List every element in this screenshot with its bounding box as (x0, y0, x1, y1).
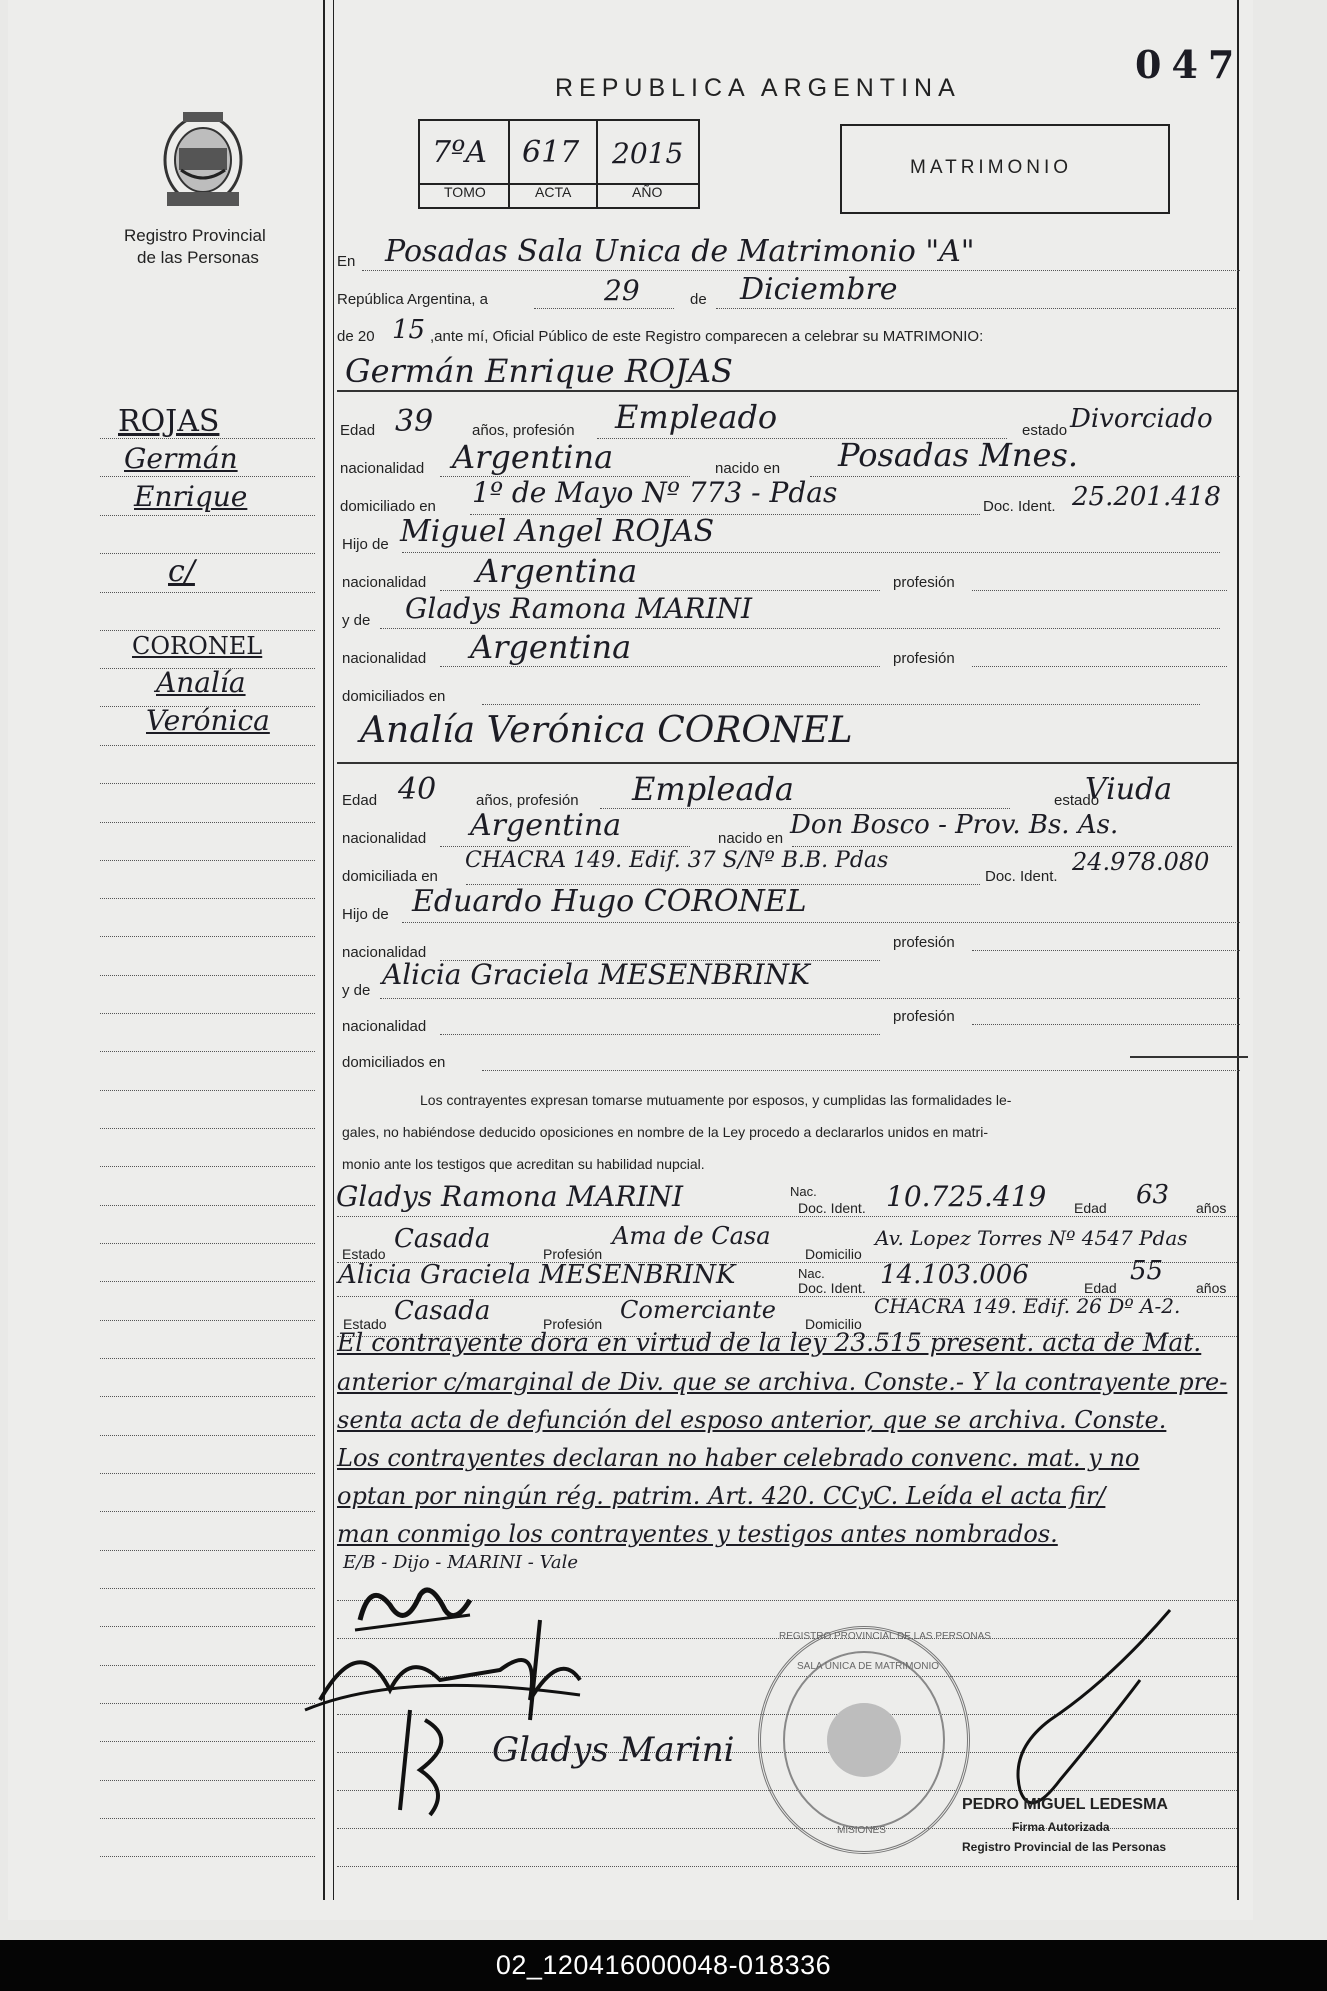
official-stamp (758, 1626, 991, 1854)
bride-full-name: Analía Verónica CORONEL (360, 710, 853, 751)
groom-nationality: Argentina (452, 438, 614, 476)
bride-estado-label: estado (1054, 792, 1100, 809)
bride-domiciliados-label: domiciliados en (342, 1054, 446, 1071)
file-id: 02_120416000048-018336 (495, 1950, 832, 1980)
bride-domiciliada-label: domiciliada en (342, 868, 438, 885)
country-heading: REPUBLICA ARGENTINA (555, 74, 961, 102)
groom-edad-label: Edad (340, 422, 376, 439)
stamp-inner-text: SALA UNICA DE MATRIMONIO (797, 1661, 940, 1672)
note-line-7: E/B - Dijo - MARINI - Vale (343, 1552, 579, 1573)
marriage-year: 15 (392, 315, 426, 345)
bride-profesion-label: años, profesión (476, 792, 579, 809)
marriage-day: 29 (604, 274, 640, 307)
bride-birthplace: Don Bosco - Prov. Bs. As. (790, 810, 1119, 840)
note-line-5: optan por ningún rég. patrim. Art. 420. CCyC. Leída el acta fir/ (337, 1482, 1106, 1510)
officer-name: PEDRO MIGUEL LEDESMA (962, 1796, 1168, 1813)
tomo-value: 7ºA (432, 135, 487, 170)
groom-father-nac-label: nacionalidad (342, 574, 427, 591)
witness2-domicile: CHACRA 149. Edif. 26 Dº A-2. (874, 1294, 1181, 1318)
witness2-domicilio-label: Domicilio (805, 1316, 862, 1332)
witness2-nac-label: Nac. (798, 1266, 825, 1281)
bride-age: 40 (398, 772, 437, 807)
declaration-line-2: gales, no habiéndose deducido oposiciones en nombre de la Ley procedo a declararlos unidos en matri- (342, 1124, 988, 1140)
registry-name-line2: de las Personas (137, 248, 259, 267)
ante-mi-text: ,ante mí, Oficial Público de este Registro comparecen a celebrar su MATRIMONIO: (430, 328, 984, 345)
witness1-status: Casada (394, 1224, 491, 1254)
groom-nacido-label: nacido en (715, 460, 781, 477)
marriage-place: Posadas Sala Unica de Matrimonio "A" (385, 234, 975, 269)
ano-value: 2015 (612, 137, 684, 170)
witness1-anos-label: años (1196, 1200, 1227, 1216)
groom-mother-prof-label: profesión (893, 650, 955, 667)
witness1-name: Gladys Ramona MARINI (336, 1180, 684, 1213)
misiones-coat-of-arms-icon (155, 108, 251, 214)
groom-full-name: Germán Enrique ROJAS (345, 352, 733, 390)
groom-yde-label: y de (342, 612, 371, 629)
bride-doc-label: Doc. Ident. (985, 868, 1058, 885)
groom-profession: Empleado (615, 398, 778, 436)
document-type: MATRIMONIO (910, 157, 1073, 178)
year-prefix: de 20 (337, 328, 375, 345)
witness2-name: Alicia Graciela MESENBRINK (338, 1260, 736, 1290)
tomo-label: TOMO (444, 184, 486, 200)
witness1-domicile: Av. Lopez Torres Nº 4547 Pdas (875, 1226, 1188, 1250)
bride-father-prof-label: profesión (893, 934, 955, 951)
bride-domicile: CHACRA 149. Edif. 37 S/Nº B.B. Pdas (465, 848, 889, 873)
groom-mother-nac-label: nacionalidad (342, 650, 427, 667)
witness2-anos-label: años (1196, 1280, 1227, 1296)
witness1-estado-label: Estado (342, 1246, 386, 1262)
groom-mother-nationality: Argentina (470, 628, 632, 666)
margin-bride-surname: CORONEL (132, 632, 263, 660)
witness1-profesion-label: Profesión (543, 1246, 603, 1262)
margin-conjunction: c/ (168, 554, 195, 589)
witness1-profession: Ama de Casa (612, 1222, 771, 1250)
declaration-line-3: monio ante los testigos que acreditan su habilidad nupcial. (342, 1156, 705, 1172)
groom-father: Miguel Angel ROJAS (400, 514, 715, 549)
bride-nationality: Argentina (470, 808, 622, 843)
de-label: de (690, 291, 707, 308)
file-id-bar (0, 1940, 1327, 1991)
witness2-age: 55 (1130, 1256, 1164, 1286)
witness2-edad-label: Edad (1084, 1280, 1117, 1296)
bride-edad-label: Edad (342, 792, 378, 809)
witness2-status: Casada (394, 1296, 491, 1326)
bride-hijo-label: Hijo de (342, 906, 389, 923)
signature-3-icon (380, 1700, 480, 1820)
groom-estado-label: estado (1022, 422, 1068, 439)
bride-nacido-label: nacido en (718, 830, 784, 847)
page-number: 047 (1135, 42, 1245, 87)
margin-groom-middle-name: Enrique (134, 480, 248, 513)
bride-doc-number: 24.978.080 (1072, 848, 1210, 876)
witness1-domicilio-label: Domicilio (805, 1246, 862, 1262)
stamp-bottom-text: MISIONES (837, 1825, 886, 1836)
bride-father: Eduardo Hugo CORONEL (412, 884, 807, 919)
note-line-1: El contrayente dora en virtud de la ley 23.515 present. acta de Mat. (337, 1328, 1202, 1357)
groom-domicile: 1º de Mayo Nº 773 - Pdas (472, 476, 838, 509)
bride-father-nac-label: nacionalidad (342, 944, 427, 961)
ano-label: AÑO (632, 184, 663, 200)
acta-value: 617 (522, 135, 580, 170)
margin-bride-middle-name: Verónica (146, 704, 270, 737)
bride-yde-label: y de (342, 982, 371, 999)
note-line-2: anterior c/marginal de Div. que se archiva. Conste.- Y la contrayente pre- (337, 1368, 1228, 1396)
officer-organization: Registro Provincial de las Personas (962, 1840, 1167, 1854)
witness2-estado-label: Estado (343, 1316, 387, 1332)
bride-nacionalidad-label: nacionalidad (342, 830, 427, 847)
groom-birthplace: Posadas Mnes. (838, 436, 1079, 474)
witness2-profesion-label: Profesión (543, 1316, 603, 1332)
bride-mother: Alicia Graciela MESENBRINK (382, 958, 810, 991)
witness1-nac-label: Nac. (790, 1184, 817, 1199)
groom-hijo-label: Hijo de (342, 536, 389, 553)
witness1-doc-label: Doc. Ident. (798, 1200, 866, 1216)
groom-mother: Gladys Ramona MARINI (405, 592, 753, 625)
groom-doc-number: 25.201.418 (1072, 482, 1221, 512)
witness1-age: 63 (1136, 1180, 1170, 1210)
groom-civil-status: Divorciado (1070, 404, 1213, 434)
bride-profession: Empleada (632, 770, 794, 808)
groom-age: 39 (395, 404, 434, 439)
groom-father-prof-label: profesión (893, 574, 955, 591)
note-line-6: man conmigo los contrayentes y testigos antes nombrados. (337, 1520, 1058, 1548)
bride-civil-status: Viuda (1085, 772, 1173, 807)
bride-mother-prof-label: profesión (893, 1008, 955, 1025)
acta-label: ACTA (535, 184, 572, 200)
bride-mother-nac-label: nacionalidad (342, 1018, 427, 1035)
note-line-4: Los contrayentes declaran no haber celebrado convenc. mat. y no (337, 1444, 1140, 1472)
groom-father-nationality: Argentina (476, 552, 638, 590)
witness-signature: Gladys Marini (492, 1730, 735, 1770)
groom-doc-label: Doc. Ident. (983, 498, 1056, 515)
marriage-month: Diciembre (740, 272, 898, 307)
witness1-edad-label: Edad (1074, 1200, 1107, 1216)
groom-nacionalidad-label: nacionalidad (340, 460, 425, 477)
en-label: En (337, 253, 356, 270)
republica-label: República Argentina, a (337, 291, 488, 308)
registry-name-line1: Registro Provincial (124, 226, 266, 245)
declaration-line-1: Los contrayentes expresan tomarse mutuamente por esposos, y cumplidas las formalidades le- (420, 1092, 1012, 1108)
witness2-doc-label: Doc. Ident. (798, 1280, 866, 1296)
margin-groom-surname: ROJAS (118, 404, 220, 439)
witness2-doc: 14.103.006 (880, 1260, 1029, 1290)
margin-bride-first-name: Analía (156, 666, 246, 699)
officer-title: Firma Autorizada (1012, 1820, 1110, 1834)
stamp-outer-text: REGISTRO PROVINCIAL DE LAS PERSONAS (779, 1631, 991, 1642)
witness2-profession: Comerciante (620, 1296, 776, 1324)
groom-profesion-label: años, profesión (472, 422, 575, 439)
groom-domiciliado-label: domiciliado en (340, 498, 436, 515)
groom-domiciliados-label: domiciliados en (342, 688, 446, 705)
margin-groom-first-name: Germán (124, 442, 238, 475)
note-line-3: senta acta de defunción del esposo anterior, que se archiva. Conste. (337, 1406, 1167, 1434)
witness1-doc: 10.725.419 (886, 1180, 1047, 1213)
